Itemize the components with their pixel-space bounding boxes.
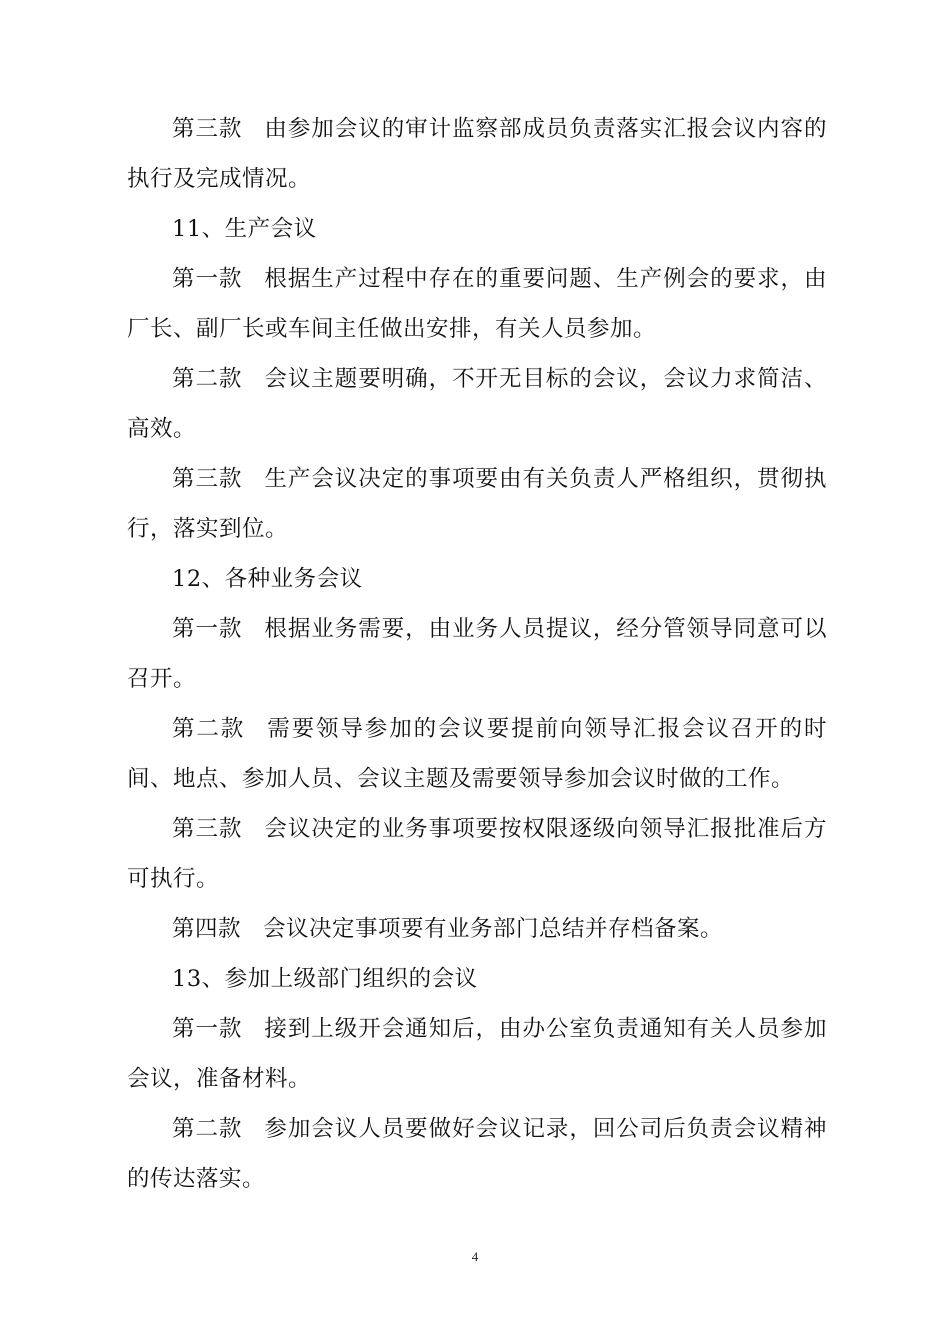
clause-text: 参加会议人员要做好会议记录，回公司后负责会议精神的传达落实。 (127, 1116, 827, 1192)
clause-text: 会议主题要明确，不开无目标的会议，会议力求简洁、高效。 (127, 366, 827, 442)
clause-paragraph (127, 254, 827, 354)
page-number: 4 (471, 1249, 479, 1264)
clause-text: 需要领导参加的会议要提前向领导汇报会议召开的时间、地点、参加人员、会议主题及需要领导参加会议时做的工作。 (127, 716, 827, 792)
section-heading (127, 554, 827, 604)
clause-label: 第一款 (172, 266, 243, 292)
clause-label: 第四款 (172, 916, 242, 942)
clause-label: 第三款 (172, 116, 243, 142)
section-heading (127, 204, 827, 254)
clause-text: 会议决定事项要有业务部门总结并存档备案。 (263, 916, 724, 942)
clause-paragraph (127, 904, 827, 954)
clause-paragraph (127, 604, 827, 704)
clause-text: 根据业务需要，由业务人员提议，经分管领导同意可以召开。 (127, 616, 827, 692)
clause-label: 第三款 (172, 466, 243, 492)
clause-paragraph (127, 454, 827, 554)
clause-label: 第一款 (172, 1016, 243, 1042)
clause-text: 会议决定的业务事项要按权限逐级向领导汇报批准后方可执行。 (127, 816, 827, 892)
clause-label: 第二款 (172, 716, 246, 742)
clause-text: 接到上级开会通知后，由办公室负责通知有关人员参加会议，准备材料。 (127, 1016, 827, 1092)
section-heading (127, 954, 827, 1004)
clause-label: 第二款 (172, 366, 243, 392)
clause-paragraph (127, 104, 827, 204)
clause-label: 第三款 (172, 816, 243, 842)
clause-label: 第一款 (172, 616, 243, 642)
clause-paragraph (127, 704, 827, 804)
section-heading-text: 12、各种业务会议 (172, 566, 363, 592)
clause-text: 生产会议决定的事项要由有关负责人严格组织，贯彻执行，落实到位。 (127, 466, 827, 542)
clause-paragraph (127, 1004, 827, 1104)
clause-text: 由参加会议的审计监察部成员负责落实汇报会议内容的执行及完成情况。 (127, 116, 827, 192)
document-body (127, 104, 827, 1204)
clause-paragraph (127, 1104, 827, 1204)
clause-text: 根据生产过程中存在的重要问题、生产例会的要求，由厂长、副厂长或车间主任做出安排，有关人员参加。 (127, 266, 827, 342)
clause-paragraph (127, 804, 827, 904)
section-heading-text: 11、生产会议 (172, 216, 317, 242)
clause-label: 第二款 (172, 1116, 243, 1142)
section-heading-text: 13、参加上级部门组织的会议 (172, 966, 478, 992)
clause-paragraph (127, 354, 827, 454)
